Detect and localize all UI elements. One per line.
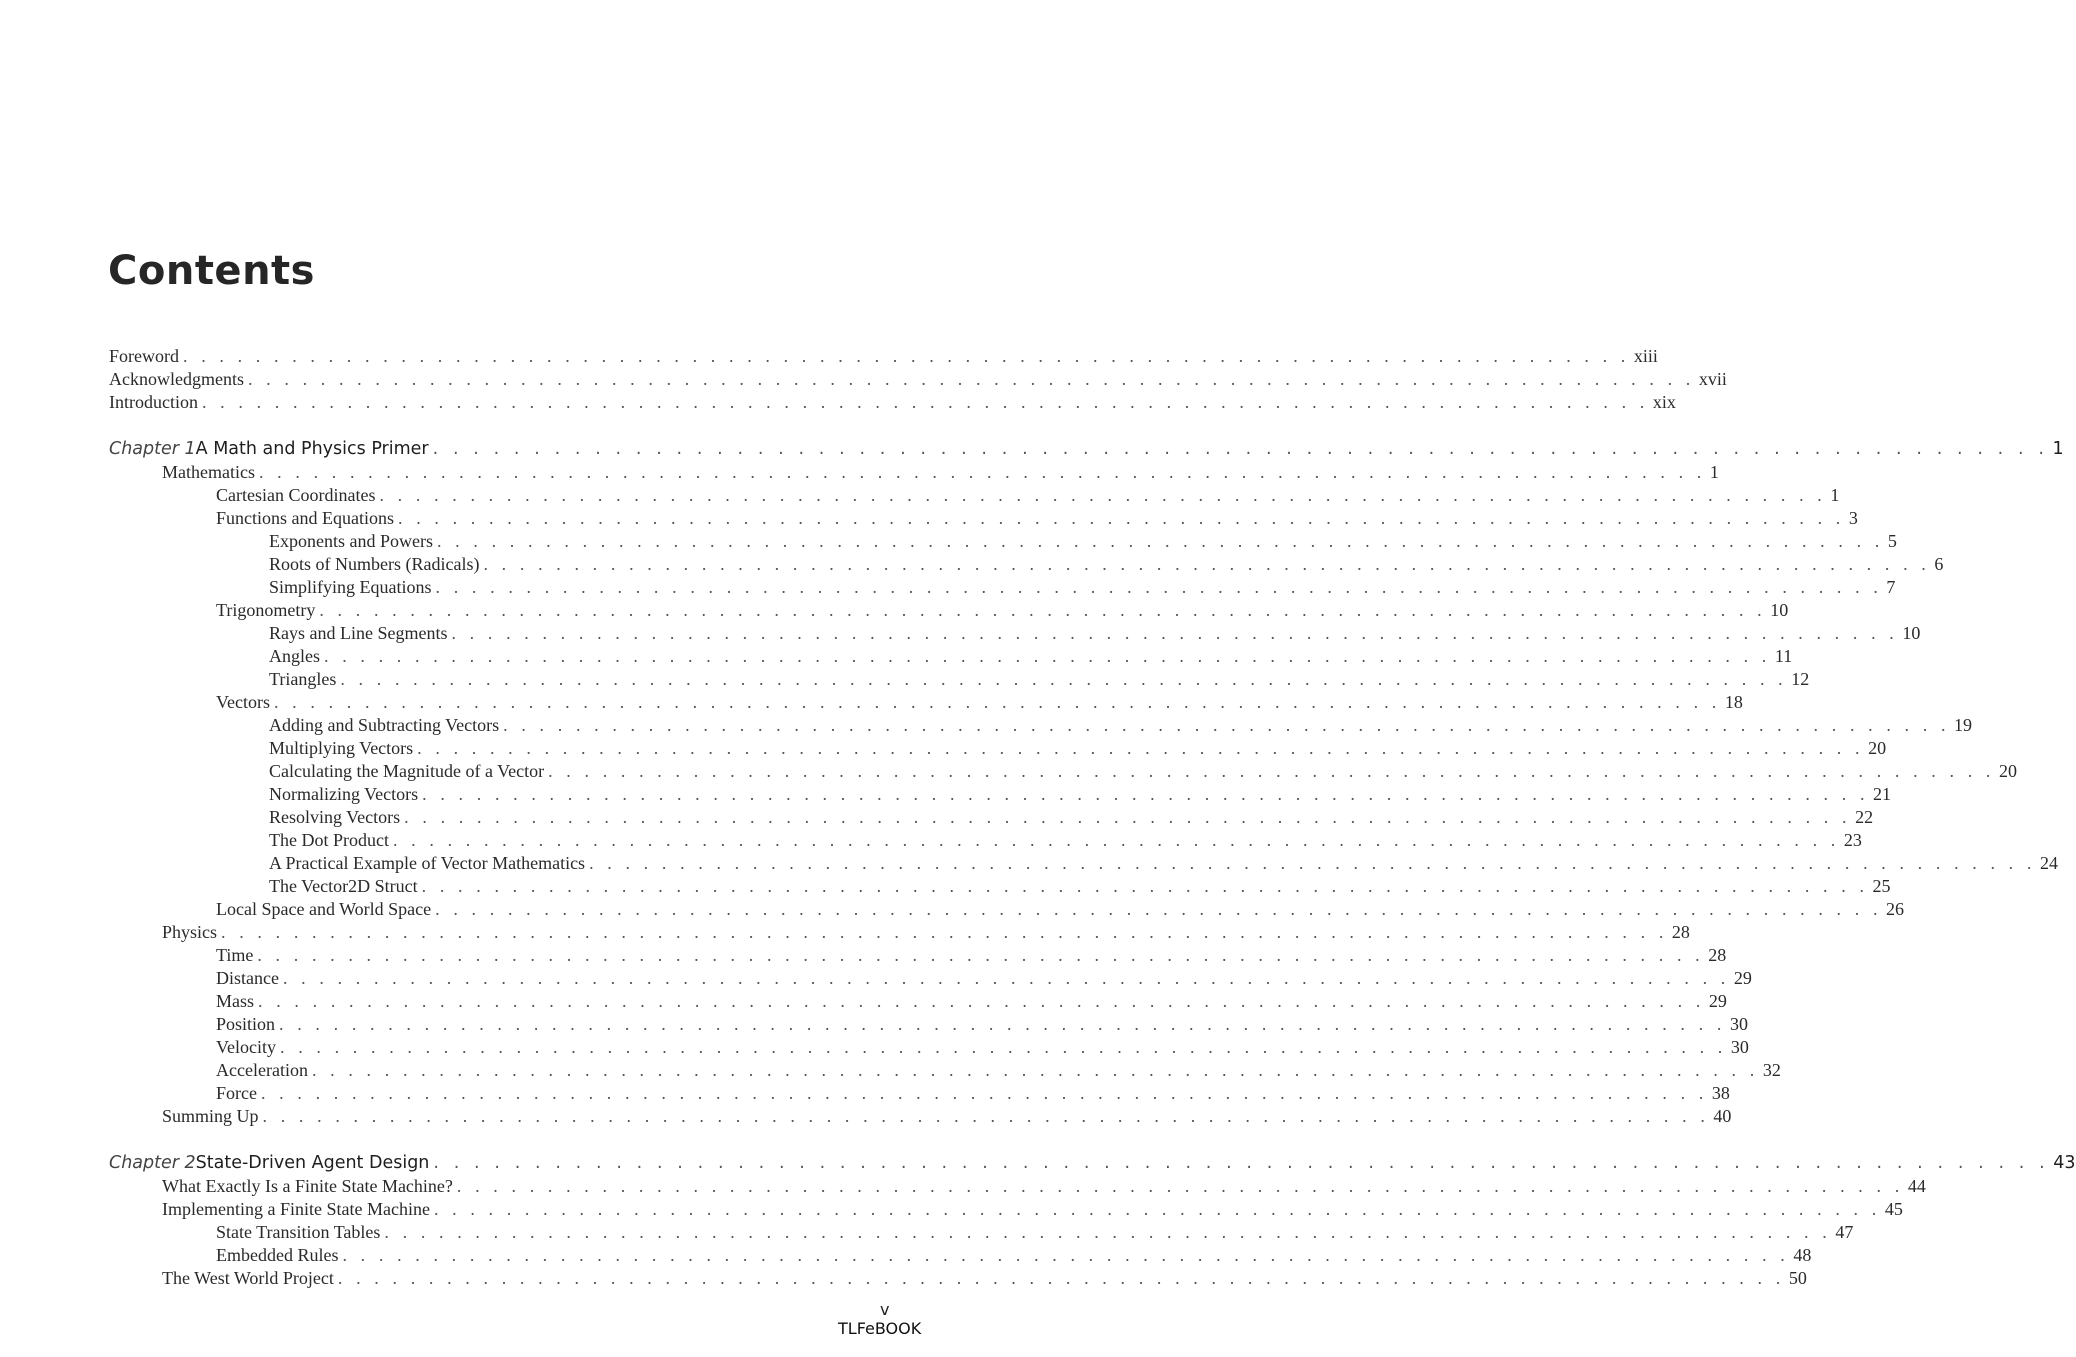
dot-leader: . . . . . . . . . . . . . . . . . . . . . . . . . . . . . . . . . . . . . . . . . . . . . . . . . . . . . . . . . . . . . . . . . . . . . . . . . . . . . . . .: [337, 1268, 1785, 1288]
dot-leader: . . . . . . . . . . . . . . . . . . . . . . . . . . . . . . . . . . . . . . . . . . . . . . . . . . . . . . . . . . . . . . . . . . . . . . . . . . . . . . . .: [260, 1083, 1708, 1103]
toc-entry-page: 24: [2039, 853, 2058, 873]
toc-entry-page: 1: [2052, 439, 2064, 459]
toc-chapter-entry: [109, 1152, 2076, 1175]
dot-leader: . . . . . . . . . . . . . . . . . . . . . . . . . . . . . . . . . . . . . . . . . . . . . . . . . . . . . . . . . . . . . . . . . . . . . . . . . . . . . . . .: [257, 945, 1705, 965]
toc-entry-title: Acceleration: [216, 1060, 308, 1080]
toc-entry-page: 25: [1872, 876, 1891, 896]
toc-entry: [216, 898, 1905, 921]
chapter-label: Chapter 1: [109, 439, 196, 459]
dot-leader: . . . . . . . . . . . . . . . . . . . . . . . . . . . . . . . . . . . . . . . . . . . . . . . . . . . . . . . . . . . . . . . . . . . . . . . . . . . . . . . .: [451, 623, 1899, 643]
toc-entry-title: Acknowledgments: [109, 369, 244, 389]
toc-entry-title: The West World Project: [162, 1268, 334, 1288]
toc-entry-title: Exponents and Powers: [269, 531, 433, 551]
toc-entry-title: Distance: [216, 968, 279, 988]
toc-entry-page: 12: [1791, 669, 1810, 689]
toc-entry-title: Adding and Subtracting Vectors: [269, 715, 500, 735]
toc-entry-title: Mathematics: [162, 462, 255, 482]
toc-entry: [216, 599, 1789, 622]
dot-leader: . . . . . . . . . . . . . . . . . . . . . . . . . . . . . . . . . . . . . . . . . . . . . . . . . . . . . . . . . . . . . . . . . . . . . . . . . . . . . . . .: [422, 784, 1870, 804]
toc-entry-page: 32: [1762, 1060, 1781, 1080]
chapter-label: Chapter 2: [109, 1153, 196, 1173]
toc-entry: [269, 737, 1887, 760]
toc-entry: [109, 345, 1658, 368]
toc-entry-page: 1: [1709, 462, 1719, 482]
dot-leader: . . . . . . . . . . . . . . . . . . . . . . . . . . . . . . . . . . . . . . . . . . . . . . . . . . . . . . . . . . . . . . . . . . . . . . . . . . . . . . . .: [324, 646, 1771, 666]
dot-leader: . . . . . . . . . . . . . . . . . . . . . . . . . . . . . . . . . . . . . . . . . . . . . . . . . . . . . . . . . . . . . . . . . . . . . . . . . . . . . . . .: [273, 692, 1721, 712]
toc-entry-title: Resolving Vectors: [269, 807, 401, 827]
dot-leader: . . . . . . . . . . . . . . . . . . . . . . . . . . . . . . . . . . . . . . . . . . . . . . . . . . . . . . . . . . . . . . . . . . . . . . . . . . . . . . . .: [432, 439, 2049, 459]
toc-entry: [269, 783, 1892, 806]
toc-entry-page: 28: [1671, 922, 1690, 942]
toc-entry: [216, 1082, 1730, 1105]
toc-entry-page: 38: [1711, 1083, 1730, 1103]
toc-entry-page: 10: [1770, 600, 1789, 620]
dot-leader: . . . . . . . . . . . . . . . . . . . . . . . . . . . . . . . . . . . . . . . . . . . . . . . . . . . . . . . . . . . . . . . . . . . . . . . . . . . . . . . .: [279, 1014, 1726, 1034]
toc-entry-title: State Transition Tables: [216, 1222, 381, 1242]
toc-entry: [162, 1198, 1903, 1221]
toc-entry: [269, 530, 1897, 553]
toc-entry-page: 29: [1733, 968, 1752, 988]
toc-entry: [269, 806, 1874, 829]
toc-entry: [216, 944, 1727, 967]
toc-entry: [216, 1036, 1749, 1059]
dot-leader: . . . . . . . . . . . . . . . . . . . . . . . . . . . . . . . . . . . . . . . . . . . . . . . . . . . . . . . . . . . . . . . . . . . . . . . . . . . . . . . .: [201, 392, 1649, 412]
toc-entry-title: Time: [216, 945, 254, 965]
dot-leader: . . . . . . . . . . . . . . . . . . . . . . . . . . . . . . . . . . . . . . . . . . . . . . . . . . . . . . . . . . . . . . . . . . . . . . . . . . . . . . . .: [398, 508, 1845, 528]
toc-entry: [216, 967, 1752, 990]
toc-entry-page: 43: [2053, 1153, 2076, 1173]
toc-entry: [162, 1105, 1732, 1128]
toc-entry: [162, 1267, 1807, 1290]
toc-entry-title: Normalizing Vectors: [269, 784, 419, 804]
dot-leader: . . . . . . . . . . . . . . . . . . . . . . . . . . . . . . . . . . . . . . . . . . . . . . . . . . . . . . . . . . . . . . . . . . . . . . . . . . . . . . . .: [433, 1153, 2050, 1173]
toc-entry-page: 20: [1868, 738, 1887, 758]
dot-leader: . . . . . . . . . . . . . . . . . . . . . . . . . . . . . . . . . . . . . . . . . . . . . . . . . . . . . . . . . . . . . . . . . . . . . . . . . . . . . . . .: [342, 1245, 1790, 1265]
dot-leader: . . . . . . . . . . . . . . . . . . . . . . . . . . . . . . . . . . . . . . . . . . . . . . . . . . . . . . . . . . . . . . . . . . . . . . . . . . . . . . . .: [319, 600, 1767, 620]
toc-entry-page: 7: [1886, 577, 1896, 597]
dot-leader: . . . . . . . . . . . . . . . . . . . . . . . . . . . . . . . . . . . . . . . . . . . . . . . . . . . . . . . . . . . . . . . . . . . . . . . . . . . . . . . .: [435, 577, 1883, 597]
toc-entry: [216, 1221, 1854, 1244]
page-title: Contents: [108, 248, 315, 294]
toc-entry-title: Foreword: [109, 346, 179, 366]
dot-leader: . . . . . . . . . . . . . . . . . . . . . . . . . . . . . . . . . . . . . . . . . . . . . . . . . . . . . . . . . . . . . . . . . . . . . . . . . . . . . . . .: [340, 669, 1788, 689]
toc-entry-page: 45: [1884, 1199, 1903, 1219]
toc-entry-title: Velocity: [216, 1037, 276, 1057]
toc-entry-page: 48: [1793, 1245, 1812, 1265]
toc-entry-title: Calculating the Magnitude of a Vector: [269, 761, 545, 781]
toc-entry: [216, 691, 1743, 714]
toc-entry: [269, 875, 1891, 898]
toc-entry-page: xix: [1652, 392, 1676, 412]
toc-entry: [109, 391, 1676, 414]
toc-entry-title: Angles: [269, 646, 320, 666]
dot-leader: . . . . . . . . . . . . . . . . . . . . . . . . . . . . . . . . . . . . . . . . . . . . . . . . . . . . . . . . . . . . . . . . . . . . . . . . . . . . . . . .: [384, 1222, 1832, 1242]
toc-entry: [162, 461, 1719, 484]
toc-entry-title: Summing Up: [162, 1106, 259, 1126]
toc-entry: [269, 576, 1896, 599]
toc-entry-title: Cartesian Coordinates: [216, 485, 376, 505]
toc-entry-title: Position: [216, 1014, 276, 1034]
toc-entry-title: A Math and Physics Primer: [195, 439, 429, 459]
toc-entry-page: 6: [1934, 554, 1944, 574]
toc-entry: [269, 553, 1944, 576]
toc-entry-title: Multiplying Vectors: [269, 738, 414, 758]
toc-entry: [269, 829, 1862, 852]
toc-entry: [216, 507, 1858, 530]
dot-leader: . . . . . . . . . . . . . . . . . . . . . . . . . . . . . . . . . . . . . . . . . . . . . . . . . . . . . . . . . . . . . . . . . . . . . . . . . . . . . . . .: [311, 1060, 1759, 1080]
toc-entry-title: Implementing a Finite State Machine: [162, 1199, 430, 1219]
toc-entry-page: 20: [1999, 761, 2017, 781]
toc-entry-page: 23: [1843, 830, 1862, 850]
toc-entry-page: 19: [1954, 715, 1973, 735]
dot-leader: . . . . . . . . . . . . . . . . . . . . . . . . . . . . . . . . . . . . . . . . . . . . . . . . . . . . . . . . . . . . . . . . . . . . . . . . . . . . . . . .: [392, 830, 1840, 850]
toc-entry-title: Simplifying Equations: [269, 577, 432, 597]
dot-leader: . . . . . . . . . . . . . . . . . . . . . . . . . . . . . . . . . . . . . . . . . . . . . . . . . . . . . . . . . . . . . . . . . . . . . . . . . . . . . . . .: [247, 369, 1695, 389]
toc-entry-title: Roots of Numbers (Radicals): [269, 554, 480, 574]
dot-leader: . . . . . . . . . . . . . . . . . . . . . . . . . . . . . . . . . . . . . . . . . . . . . . . . . . . . . . . . . . . . . . . . . . . . . . . . . . . . . . . .: [280, 1037, 1727, 1057]
toc-entry-title: Mass: [216, 991, 255, 1011]
dot-leader: . . . . . . . . . . . . . . . . . . . . . . . . . . . . . . . . . . . . . . . . . . . . . . . . . . . . . . . . . . . . . . . . . . . . . . . . . . . . . . . .: [221, 922, 1668, 942]
toc-entry: [216, 990, 1727, 1013]
toc-entry: [269, 852, 2058, 875]
toc-entry: [162, 921, 1690, 944]
dot-leader: . . . . . . . . . . . . . . . . . . . . . . . . . . . . . . . . . . . . . . . . . . . . . . . . . . . . . . . . . . . . . . . . . . . . . . . . . . . . . . . .: [417, 738, 1865, 758]
dot-leader: . . . . . . . . . . . . . . . . . . . . . . . . . . . . . . . . . . . . . . . . . . . . . . . . . . . . . . . . . . . . . . . . . . . . . . . . . . . . . . . .: [436, 531, 1884, 551]
dot-leader: . . . . . . . . . . . . . . . . . . . . . . . . . . . . . . . . . . . . . . . . . . . . . . . . . . . . . . . . . . . . . . . . . . . . . . . . . . . . . . . .: [404, 807, 1852, 827]
toc-entry: [216, 484, 1840, 507]
toc-entry: [216, 1059, 1781, 1082]
dot-leader: . . . . . . . . . . . . . . . . . . . . . . . . . . . . . . . . . . . . . . . . . . . . . . . . . . . . . . . . . . . . . . . . . . . . . . . . . . . . . . . .: [421, 876, 1869, 896]
toc-entry-page: 5: [1887, 531, 1897, 551]
toc-entry-title: Vectors: [216, 692, 270, 712]
toc-entry-page: 44: [1907, 1176, 1926, 1196]
toc-entry-title: The Dot Product: [269, 830, 389, 850]
toc-entry-page: 29: [1708, 991, 1727, 1011]
toc-entry-page: 21: [1873, 784, 1892, 804]
toc-entry-page: 22: [1855, 807, 1874, 827]
toc-entry-page: 47: [1835, 1222, 1854, 1242]
toc-entry: [216, 1013, 1748, 1036]
toc-entry-page: 26: [1886, 899, 1905, 919]
dot-leader: . . . . . . . . . . . . . . . . . . . . . . . . . . . . . . . . . . . . . . . . . . . . . . . . . . . . . . . . . . . . . . . . . . . . . . . . . . . . . . . .: [258, 462, 1706, 482]
dot-leader: . . . . . . . . . . . . . . . . . . . . . . . . . . . . . . . . . . . . . . . . . . . . . . . . . . . . . . . . . . . . . . . . . . . . . . . . . . . . . . . .: [503, 715, 1951, 735]
dot-leader: . . . . . . . . . . . . . . . . . . . . . . . . . . . . . . . . . . . . . . . . . . . . . . . . . . . . . . . . . . . . . . . . . . . . . . . . . . . . . . . .: [379, 485, 1827, 505]
toc-entry-title: Triangles: [269, 669, 337, 689]
watermark: TLFeBOOK: [838, 1319, 922, 1338]
toc-entry-title: What Exactly Is a Finite State Machine?: [162, 1176, 453, 1196]
toc-entry: [269, 645, 1793, 668]
toc-entry-title: Rays and Line Segments: [269, 623, 448, 643]
toc-entry: [109, 368, 1727, 391]
dot-leader: . . . . . . . . . . . . . . . . . . . . . . . . . . . . . . . . . . . . . . . . . . . . . . . . . . . . . . . . . . . . . . . . . . . . . . . . . . . . . . . .: [589, 853, 2036, 873]
toc-entry-page: 40: [1713, 1106, 1732, 1126]
dot-leader: . . . . . . . . . . . . . . . . . . . . . . . . . . . . . . . . . . . . . . . . . . . . . . . . . . . . . . . . . . . . . . . . . . . . . . . . . . . . . . . .: [435, 899, 1883, 919]
toc-entry-title: The Vector2D Struct: [269, 876, 418, 896]
toc-entry: [269, 622, 1921, 645]
dot-leader: . . . . . . . . . . . . . . . . . . . . . . . . . . . . . . . . . . . . . . . . . . . . . . . . . . . . . . . . . . . . . . . . . . . . . . . . . . . . . . . .: [456, 1176, 1904, 1196]
toc-entry-title: Force: [216, 1083, 257, 1103]
toc-entry-title: Introduction: [109, 392, 198, 412]
page-number: v: [880, 1300, 890, 1319]
toc-entry-page: xiii: [1633, 346, 1658, 366]
toc-chapter-entry: [109, 438, 2064, 461]
dot-leader: . . . . . . . . . . . . . . . . . . . . . . . . . . . . . . . . . . . . . . . . . . . . . . . . . . . . . . . . . . . . . . . . . . . . . . . . . . . . . . . .: [282, 968, 1730, 988]
toc-entry-title: Functions and Equations: [216, 508, 394, 528]
toc-entry-page: 28: [1708, 945, 1727, 965]
toc-entry: [269, 668, 1810, 691]
toc-entry-page: 30: [1729, 1014, 1748, 1034]
dot-leader: . . . . . . . . . . . . . . . . . . . . . . . . . . . . . . . . . . . . . . . . . . . . . . . . . . . . . . . . . . . . . . . . . . . . . . . . . . . . . . . .: [262, 1106, 1710, 1126]
toc-entry-page: 3: [1848, 508, 1858, 528]
toc-entry-title: Embedded Rules: [216, 1245, 339, 1265]
toc-entry-title: Physics: [162, 922, 218, 942]
toc-entry: [216, 1244, 1812, 1267]
toc-entry: [269, 760, 2017, 783]
toc-entry-page: 30: [1730, 1037, 1749, 1057]
dot-leader: . . . . . . . . . . . . . . . . . . . . . . . . . . . . . . . . . . . . . . . . . . . . . . . . . . . . . . . . . . . . . . . . . . . . . . . . . . . . . . . .: [483, 554, 1931, 574]
toc-entry-title: A Practical Example of Vector Mathematics: [269, 853, 586, 873]
toc-entry-page: 50: [1788, 1268, 1807, 1288]
dot-leader: . . . . . . . . . . . . . . . . . . . . . . . . . . . . . . . . . . . . . . . . . . . . . . . . . . . . . . . . . . . . . . . . . . . . . . . . . . . . . . . .: [433, 1199, 1881, 1219]
toc-entry-page: 10: [1902, 623, 1921, 643]
toc-entry-page: xvii: [1698, 369, 1727, 389]
toc-entry-title: Local Space and World Space: [216, 899, 432, 919]
dot-leader: . . . . . . . . . . . . . . . . . . . . . . . . . . . . . . . . . . . . . . . . . . . . . . . . . . . . . . . . . . . . . . . . . . . . . . . . . . . . . . . .: [548, 761, 1995, 781]
toc-entry-page: 1: [1830, 485, 1840, 505]
dot-leader: . . . . . . . . . . . . . . . . . . . . . . . . . . . . . . . . . . . . . . . . . . . . . . . . . . . . . . . . . . . . . . . . . . . . . . . . . . . . . . . .: [183, 346, 1630, 366]
toc-entry-page: 18: [1724, 692, 1743, 712]
toc-entry-title: Trigonometry: [216, 600, 316, 620]
toc-entry: [162, 1175, 1926, 1198]
dot-leader: . . . . . . . . . . . . . . . . . . . . . . . . . . . . . . . . . . . . . . . . . . . . . . . . . . . . . . . . . . . . . . . . . . . . . . . . . . . . . . . .: [258, 991, 1705, 1011]
toc-entry-title: State-Driven Agent Design: [195, 1153, 430, 1173]
toc-entry: [269, 714, 1973, 737]
toc-entry-page: 11: [1774, 646, 1793, 666]
